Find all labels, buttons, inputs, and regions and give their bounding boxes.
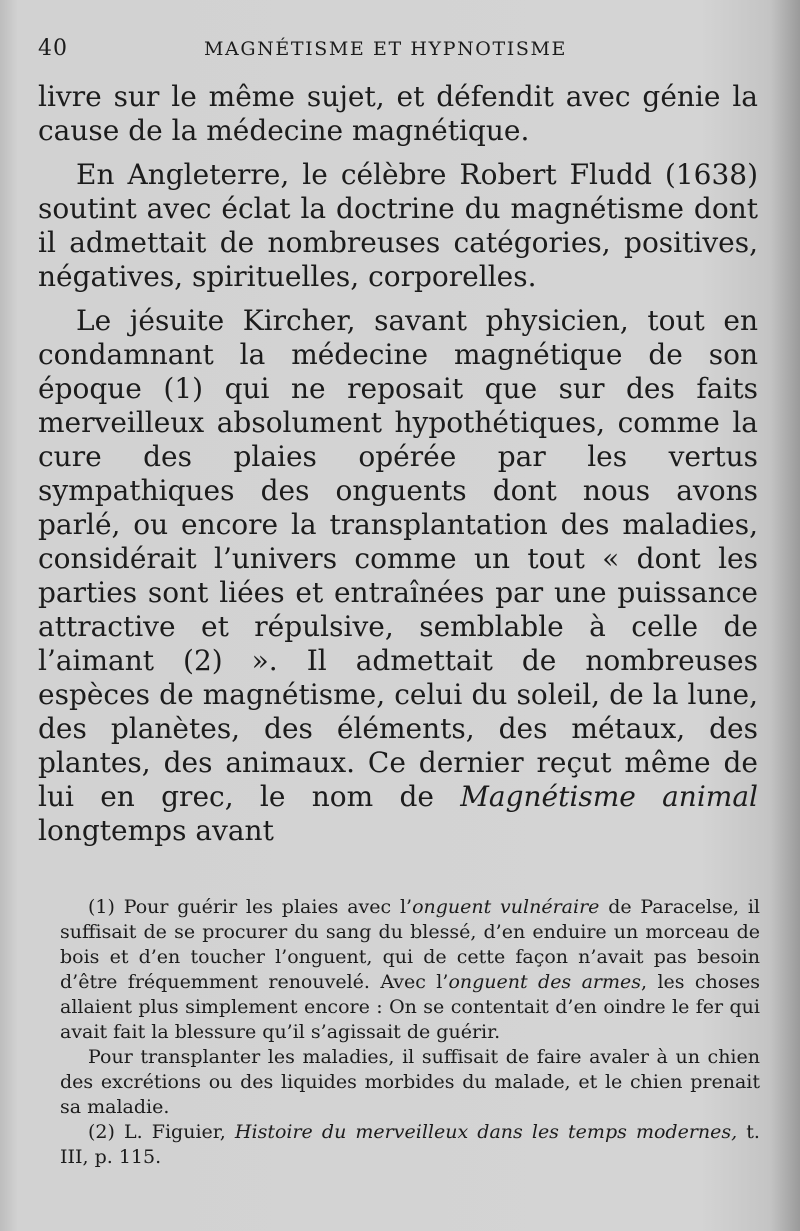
footnote-1: [60, 895, 760, 1045]
footnote-1-term-onguent-des-armes: onguent des armes: [448, 971, 642, 993]
footnote-2: [60, 1120, 760, 1170]
page-number: 40: [38, 36, 68, 61]
paragraph-2: En Angleterre, le célèbre Robert Fludd (1638) soutint avec éclat la doctrine du magnétisme dont il admettait de nombreuses catégories, positives, négatives, spirituelles, corporelles.: [38, 158, 758, 293]
magnetisme-animal-term: Magnétisme animal: [460, 780, 758, 813]
paragraph-1: livre sur le même sujet, et défendit avec génie la cause de la médecine magnétique.: [38, 80, 758, 147]
footnote-2-author: (2) L. Figuier,: [88, 1121, 235, 1143]
footnote-1-text-c: de Paracelse, il suffisait de se procurer du sang du blessé, d’en enduire un morceau de bois et d’en toucher l’onguent, qui de cette façon n’avait pas besoin d’être fréquemment renouvelé. Avec l’: [60, 896, 760, 993]
footnote-1-term-onguent-vulneraire: onguent vulnéraire: [412, 896, 600, 918]
footnotes: [60, 895, 760, 1170]
footnote-1-text-e: , les choses allaient plus simplement encore : On se contentait d’en oindre le fer qui avait fait la blessure qu’il s’agissait de guérir.: [60, 971, 760, 1043]
footnote-2-reference: t. III, p. 115.: [60, 1121, 760, 1168]
footnote-1-text-a: (1) Pour guérir les plaies avec l’: [88, 896, 413, 918]
paragraph-3-text: Le jésuite Kircher, savant physicien, tout en condamnant la médecine magnétique de son époque (1) qui ne reposait que sur des faits merveilleux absolument hypothétiques, comme la cure des plaies opérée par les vertus sympathiques des onguents dont nous avons parlé, ou encore la transplantation des maladies, considérait l’univers comme un tout « dont les parties sont liées et entraînées par une puissance attractive et répulsive, semblable à celle de l’aimant (2) ». Il admettait de nombreuses espèces de magnétisme, celui du soleil, de la lune, des planètes, des éléments, des métaux, des plantes, des animaux. Ce dernier reçut même de lui en grec, le nom de: [38, 304, 758, 813]
main-text: [38, 80, 758, 858]
paragraph-3: [38, 304, 758, 848]
footnote-1-paragraph-2: Pour transplanter les maladies, il suffisait de faire avaler à un chien des excrétions ou des liquides morbides du malade, et le chien prenait sa maladie.: [60, 1046, 760, 1118]
page-header: [38, 36, 758, 64]
footnote-2-title: Histoire du merveilleux dans les temps modernes,: [234, 1121, 738, 1143]
paragraph-3-end: longtemps avant: [38, 814, 274, 847]
running-title: MAGNÉTISME ET HYPNOTISME: [204, 38, 568, 60]
